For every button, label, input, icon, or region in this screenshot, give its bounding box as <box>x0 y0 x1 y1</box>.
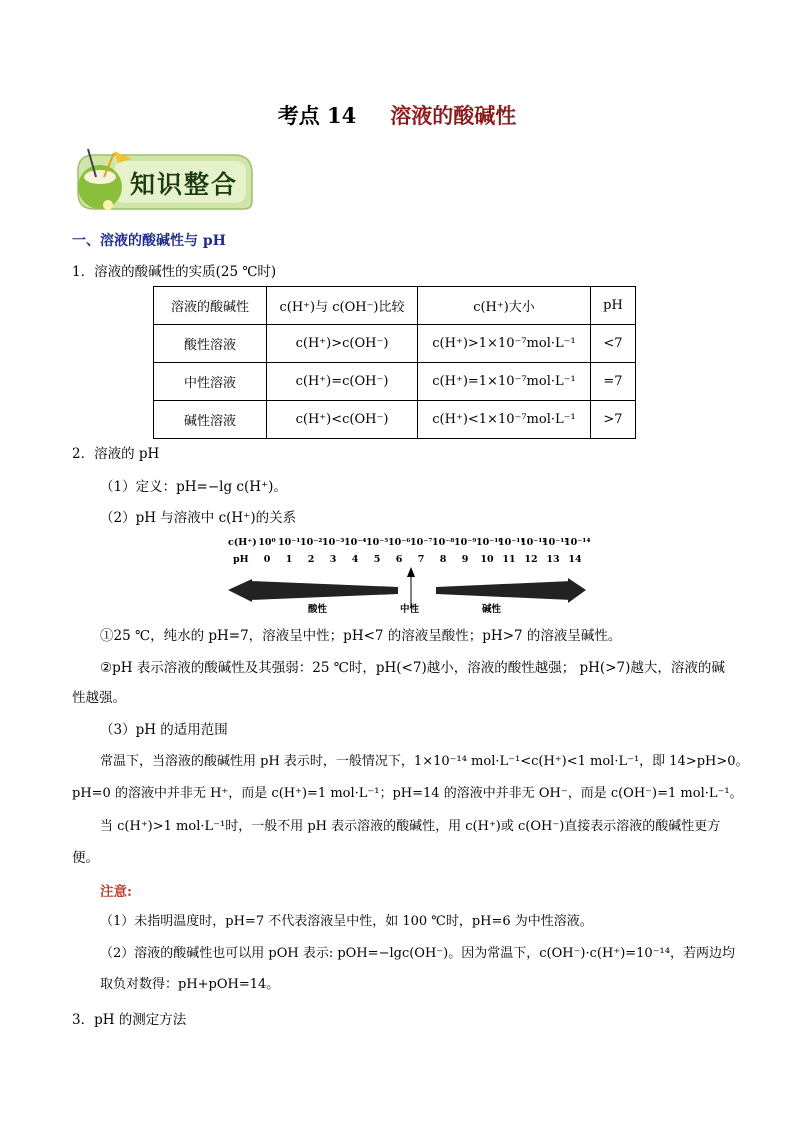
scale-acid-label: 酸性 <box>308 604 328 615</box>
scale-ph-value: 1 <box>285 554 293 565</box>
note-2-line1: （2）溶液的酸碱性也可以用 pOH 表示: pOH=−lgc(OH⁻)。因为常温下，c(OH⁻)·c(H⁺)=10⁻¹⁴，若两边均 <box>100 946 735 961</box>
knowledge-banner <box>74 147 254 219</box>
item2-heading: 2．溶液的 pH <box>72 446 160 462</box>
scale-ch-value: 10⁻¹² <box>520 537 547 548</box>
scale-ch-value: 10⁻¹³ <box>542 537 569 548</box>
section-heading-1: 一、溶液的酸碱性与 pH <box>72 233 226 249</box>
scale-ch-value: 10⁻⁷ <box>410 537 433 548</box>
scale-ch-value: 10⁻¹⁰ <box>476 537 503 548</box>
ph-definition: （1）定义：pH=−lg c(H⁺)。 <box>100 479 287 495</box>
point-1: ①25 ℃，纯水的 pH=7，溶液呈中性；pH<7 的溶液呈酸性；pH>7 的溶液呈碱性。 <box>100 628 622 644</box>
scale-ph-value: 2 <box>307 554 315 565</box>
scale-ch-value: 10⁻³ <box>322 537 345 548</box>
table-cell: c(H⁺)<1×10⁻⁷mol·L⁻¹ <box>418 401 591 439</box>
scale-ch-value: 10⁻⁸ <box>432 537 455 548</box>
scale-ch-value: 10⁻¹¹ <box>498 537 525 548</box>
scale-ph-value: 3 <box>329 554 337 565</box>
ph-scale-diagram <box>228 537 591 617</box>
scale-ph-value: 8 <box>439 554 447 565</box>
range-line3: 当 c(H⁺)>1 mol·L⁻¹时，一般不用 pH 表示溶液的酸碱性，用 c(H⁺)或 c(OH⁻)直接表示溶液的酸碱性更方 <box>100 819 721 834</box>
banner-label: 知识整合 <box>130 170 239 199</box>
table-cell: c(H⁺)=1×10⁻⁷mol·L⁻¹ <box>418 363 591 401</box>
scale-ph-value: 0 <box>263 554 271 565</box>
table-cell: =7 <box>591 363 636 401</box>
scale-ch-values <box>256 537 591 551</box>
scale-ch-value: 10⁻¹⁴ <box>564 537 591 548</box>
range-line1: 常温下，当溶液的酸碱性用 pH 表示时，一般情况下，1×10⁻¹⁴ mol·L⁻¹<c(H⁺)<1 mol·L⁻¹，即 14>pH>0。 <box>100 754 749 769</box>
scale-ph-value: 12 <box>524 554 538 565</box>
table-header: c(H⁺)大小 <box>418 287 591 325</box>
table-row <box>154 325 636 363</box>
scale-ph-label: pH <box>233 554 249 565</box>
acidity-table <box>153 286 636 439</box>
ph-relation-heading: （2）pH 与溶液中 c(H⁺)的关系 <box>100 510 297 526</box>
range-line2: pH=0 的溶液中并非无 H⁺，而是 c(H⁺)=1 mol·L⁻¹；pH=14 的溶液中并非无 OH⁻，而是 c(OH⁻)=1 mol·L⁻¹。 <box>72 786 743 801</box>
scale-ph-value: 14 <box>568 554 582 565</box>
scale-ph-value: 10 <box>480 554 494 565</box>
scale-ph-value: 4 <box>351 554 359 565</box>
scale-ph-value: 11 <box>502 554 516 565</box>
scale-ch-value: 10⁻⁵ <box>366 537 389 548</box>
table-cell: c(H⁺)>1×10⁻⁷mol·L⁻¹ <box>418 325 591 363</box>
table-row <box>154 401 636 439</box>
table-cell: 中性溶液 <box>154 363 267 401</box>
scale-ch-value: 10⁻² <box>300 537 323 548</box>
table-header: pH <box>591 287 636 325</box>
scale-base-label: 碱性 <box>482 604 502 615</box>
page-title <box>0 100 794 130</box>
point-2-line2: 性越强。 <box>72 690 126 706</box>
item1-heading: 1．溶液的酸碱性的实质(25 ℃时) <box>72 264 277 280</box>
title-topic: 溶液的酸碱性 <box>390 103 517 128</box>
note-2-line2: 取负对数得：pH+pOH=14。 <box>100 977 280 992</box>
table-cell: c(H⁺)<c(OH⁻) <box>267 401 418 439</box>
scale-ph-value: 9 <box>461 554 469 565</box>
scale-neutral-label: 中性 <box>400 604 420 615</box>
table-cell: c(H⁺)=c(OH⁻) <box>267 363 418 401</box>
range-heading: （3）pH 的适用范围 <box>100 722 228 738</box>
title-number: 考点 14 <box>277 103 357 128</box>
scale-ch-label: c(H⁺) <box>228 537 257 548</box>
scale-ch-value: 10⁻⁶ <box>388 537 411 548</box>
scale-ph-value: 6 <box>395 554 403 565</box>
table-cell: 碱性溶液 <box>154 401 267 439</box>
table-row <box>154 363 636 401</box>
note-1: （1）未指明温度时，pH=7 不代表溶液呈中性，如 100 ℃时，pH=6 为中性溶液。 <box>100 914 593 929</box>
scale-ph-value: 5 <box>373 554 381 565</box>
table-header: 溶液的酸碱性 <box>154 287 267 325</box>
table-cell: 酸性溶液 <box>154 325 267 363</box>
scale-ph-value: 13 <box>546 554 560 565</box>
range-line4: 便。 <box>72 850 99 866</box>
table-header-row <box>154 287 636 325</box>
note-heading: 注意: <box>100 884 132 900</box>
scale-ph-values <box>256 554 586 568</box>
scale-ch-value: 10⁰ <box>258 537 276 548</box>
scale-ph-value: 7 <box>417 554 425 565</box>
table-header: c(H⁺)与 c(OH⁻)比较 <box>267 287 418 325</box>
scale-ch-value: 10⁻⁹ <box>454 537 477 548</box>
item3-heading: 3．pH 的测定方法 <box>72 1012 187 1028</box>
table-cell: <7 <box>591 325 636 363</box>
scale-ch-value: 10⁻⁴ <box>344 537 367 548</box>
table-cell: c(H⁺)>c(OH⁻) <box>267 325 418 363</box>
table-cell: >7 <box>591 401 636 439</box>
point-2-line1: ②pH 表示溶液的酸碱性及其强弱：25 ℃时，pH(<7)越小，溶液的酸性越强； pH(>7)越大，溶液的碱 <box>100 660 725 676</box>
scale-ch-value: 10⁻¹ <box>278 537 301 548</box>
